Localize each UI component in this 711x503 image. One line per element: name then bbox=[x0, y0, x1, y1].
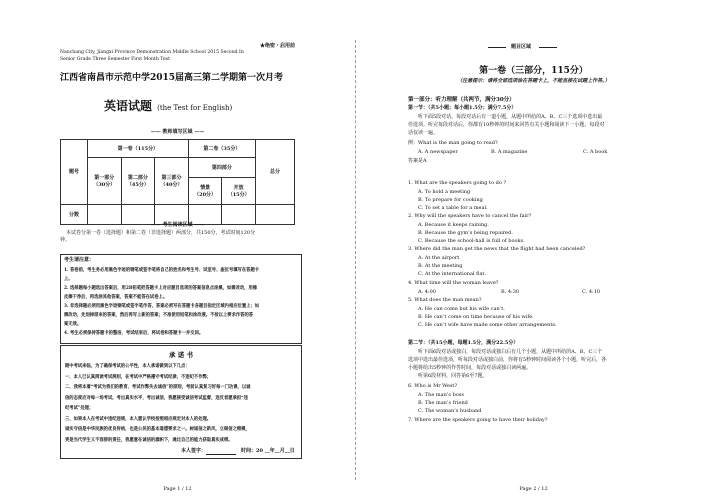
section2-title: 第二节：（共15小题，每题1.5分，满分22.5分） bbox=[408, 340, 519, 346]
volume-title: 第一卷（三部分，115分） bbox=[479, 66, 588, 76]
notice-box bbox=[60, 254, 302, 344]
subject-title: 英语试题 bbox=[104, 99, 153, 113]
notice-item: 1. 答卷前，考生务必用黑色字迹的钢笔或签字笔将自己的姓名和考生号、试室号、座位号填写在答题卡 bbox=[64, 268, 260, 273]
q5-option-c: C. He can’t wife have made some other arrangements. bbox=[418, 322, 557, 328]
intro-line-2: 钟。 bbox=[60, 237, 71, 243]
promise-text bbox=[65, 362, 250, 446]
question-7: 7. Where are the speakers going to have their holiday? bbox=[408, 417, 548, 423]
promise-line: 更是当代学生义不容辞的责任，我愿意在诚信的旗帜下，通过自己的能力获取真实成绩。 bbox=[65, 437, 233, 443]
q4-option-a: A. 4:00 bbox=[418, 289, 437, 295]
subject-title-english: (the Test for English) bbox=[157, 104, 233, 112]
question-4: 4. What time will the woman leave? bbox=[408, 280, 499, 286]
question-3: 3. Where did the man get the news that the flight had been canceled? bbox=[408, 246, 586, 252]
notice-item: 上。 bbox=[64, 277, 73, 282]
subject-heading bbox=[104, 95, 232, 114]
promise-line: 三、如果本人在考试中违纪违规，本人愿认学校按照相应规定对本人的处理。 bbox=[65, 416, 212, 422]
score-table-part2: 第二部分 （45分） bbox=[121, 157, 155, 204]
promise-line: 纪考试”处理； bbox=[65, 406, 94, 411]
example-question: 例：What is the man going to read? bbox=[408, 140, 498, 146]
q6-option-b: B. The man’s friend bbox=[418, 400, 468, 406]
score-table-juan1: 第一卷（115分） bbox=[88, 140, 189, 158]
section2-instructions: 听下面6段对话或独白，每段对话或独白后有几个小题，从题中所给的A、B、C三个 选项中选出最佳选项，听每段对话或独白前，你将有5秒钟时间阅读各个小题，听完后，各 小题将给出5秒钟的作答时间，每段对话或独白读两遍。 听第6段材料，回答第6至7题。 bbox=[408, 349, 607, 379]
teacher-area-label: —— 教师填写区域 —— bbox=[150, 129, 205, 135]
question-6: 6. Who is Mr West? bbox=[408, 383, 458, 389]
promise-line: 诚实守信是中华民族的优良传统，也是公民的基本道德要求之一。树诚信之新风，立做信之楷模， bbox=[65, 427, 250, 432]
student-area-label: —— 考生阅读区域 —— bbox=[150, 222, 205, 228]
example-option-a: A. A newspaper bbox=[418, 149, 458, 155]
score-table-part1: 第一部分 （30分） bbox=[88, 157, 122, 204]
score-table-part3: 第三部分 （40分） bbox=[155, 157, 189, 204]
q5-option-a: A. He can come but his wife can’t. bbox=[418, 306, 505, 312]
section1-title: 第一节：（共5小题；每小题1.5分；满分7.5分） bbox=[408, 105, 517, 111]
confidential-mark: ★绝密・启用前 bbox=[259, 43, 295, 49]
volume-note: （注意提示：请将全部选项涂在答题卡上，不能直接在试题上作答。） bbox=[457, 78, 610, 84]
notice-list bbox=[64, 266, 259, 338]
part1-title: 第一部分：听力理解（共两节，满分30分） bbox=[408, 97, 515, 103]
score-table-juan2: 第二卷（35分） bbox=[188, 140, 255, 158]
notice-item: 案无效。 bbox=[64, 322, 82, 327]
page-1 bbox=[0, 0, 355, 503]
q1-option-a: A. To hold a meeting bbox=[418, 189, 471, 195]
q4-option-b: B. 4:30 bbox=[501, 289, 520, 295]
page-number: Page 1 / 12 bbox=[163, 486, 192, 492]
q1-option-c: C. To set a table for a meal. bbox=[418, 205, 488, 211]
score-table-fenshu: 分数 bbox=[61, 204, 88, 224]
q3-option-a: A. At the airport bbox=[418, 255, 460, 261]
q2-option-c: C. Because the school-hall is full of books. bbox=[418, 238, 525, 244]
q5-option-b: B. He can’t come on time because of his wife. bbox=[418, 314, 534, 320]
date-label: 时间：20 __年__月__日 bbox=[241, 448, 295, 454]
question-1: 1. What are the speakers going to do ? bbox=[408, 180, 507, 186]
notice-item: 需改动，先划掉原来的答案，然后再写上新的答案；不准使用铅笔和涂改液。不按以上要求作答的答 bbox=[64, 313, 254, 318]
q1-option-b: B. To prepare for cooking bbox=[418, 197, 483, 203]
section1-instructions: 听下面5段对话。每段对话后有一道小题，从题中所给的A、B、C三个选项中选出最 佳选项。听完每段对话后，你都有10秒钟的时间来回答有关小题和阅读下一小题。每段对 话仅读一遍。 bbox=[408, 114, 605, 136]
example-option-b: B. A magazine bbox=[491, 149, 528, 155]
question-area-label: 题目区域 bbox=[511, 44, 532, 50]
q6-option-c: C. The woman’s husband bbox=[418, 408, 482, 414]
q2-option-b: B. Because the gym’s being repaired. bbox=[418, 230, 513, 236]
score-table-part4b: 开放 （15分） bbox=[222, 178, 256, 205]
score-table-part4a: 情景 （20分） bbox=[188, 178, 222, 205]
promise-line: 一、本人已认真阅读考试规则，在考试中严格遵守考试纪律，不违纪不作弊； bbox=[65, 374, 212, 380]
q4-option-c: C. 4:10 bbox=[582, 289, 601, 295]
q2-option-a: A. Because it keeps raining. bbox=[418, 222, 489, 228]
q6-option-a: A. The man’s boss bbox=[418, 392, 464, 398]
score-table-total: 总分 bbox=[256, 140, 295, 205]
english-header-line-1: Nanchang City, Jiangxi Province Demonstration Middle School 2015 Second In bbox=[60, 50, 244, 55]
signature-label: 本人签字： bbox=[181, 448, 207, 454]
q3-option-b: B. At the meeting bbox=[418, 263, 463, 269]
page-2 bbox=[356, 0, 711, 503]
notice-item: 2. 选择题每小题选出答案后，用2B铅笔把答题卡上对应题目选项的答案信息点涂黑，如需改动，用橡 bbox=[64, 286, 258, 291]
page-number: Page 2 / 12 bbox=[519, 486, 548, 492]
promise-line: 信的态度应对每一场考试，考出真实水平，考出诚信，我愿接受诚信考试监督，违反者愿承担“违 bbox=[65, 395, 248, 401]
notice-item: 皮擦干净后，再选涂其他答案，答案不能答在试卷上。 bbox=[64, 295, 168, 300]
promise-box bbox=[60, 345, 302, 459]
promise-line: 期中考试来临，为了确保考试的公平性，本人承诺做到以下几点： bbox=[65, 364, 190, 369]
intro-line-1: 本试卷分第一卷（选择题）和第二卷（非选择题）两部分，共150分，考试时间120分 bbox=[66, 230, 256, 236]
promise-line: 二、我将本着“考试为我们的教育、考试作弊失去诚信”的原则，考前认真复习好每一门功课，以诚 bbox=[65, 385, 251, 390]
example-answer: 答案是A bbox=[408, 158, 427, 164]
notice-title: 考生请注意： bbox=[64, 257, 95, 263]
question-5: 5. What does the man mean? bbox=[408, 297, 482, 303]
notice-item: 4. 考生必须保持答题卡的整洁，考试结束后，将试卷和答题卡一并交回。 bbox=[64, 331, 204, 336]
q3-option-c: C. At the international flat. bbox=[418, 271, 487, 277]
question-2: 2. Why will the speakers have to cancel the fair? bbox=[408, 213, 532, 219]
promise-title: 承 诺 书 bbox=[168, 351, 194, 359]
score-table bbox=[60, 139, 295, 225]
score-table-part4: 第四部分 bbox=[188, 157, 255, 177]
notice-item: 3. 非选择题必须用黑色字迹钢笔或签字笔作答，答案必须写在答题卡各题目指定区域内相应位置上；如 bbox=[64, 304, 260, 309]
score-table-tihao: 题号 bbox=[61, 140, 88, 205]
example-option-c: C. A book bbox=[583, 149, 608, 155]
english-header-line-2: Senior Grade Three Semester First Month Test bbox=[60, 57, 170, 62]
exam-title: 江西省南昌市示范中学2015届高三第二学期第一次月考 bbox=[60, 73, 284, 83]
